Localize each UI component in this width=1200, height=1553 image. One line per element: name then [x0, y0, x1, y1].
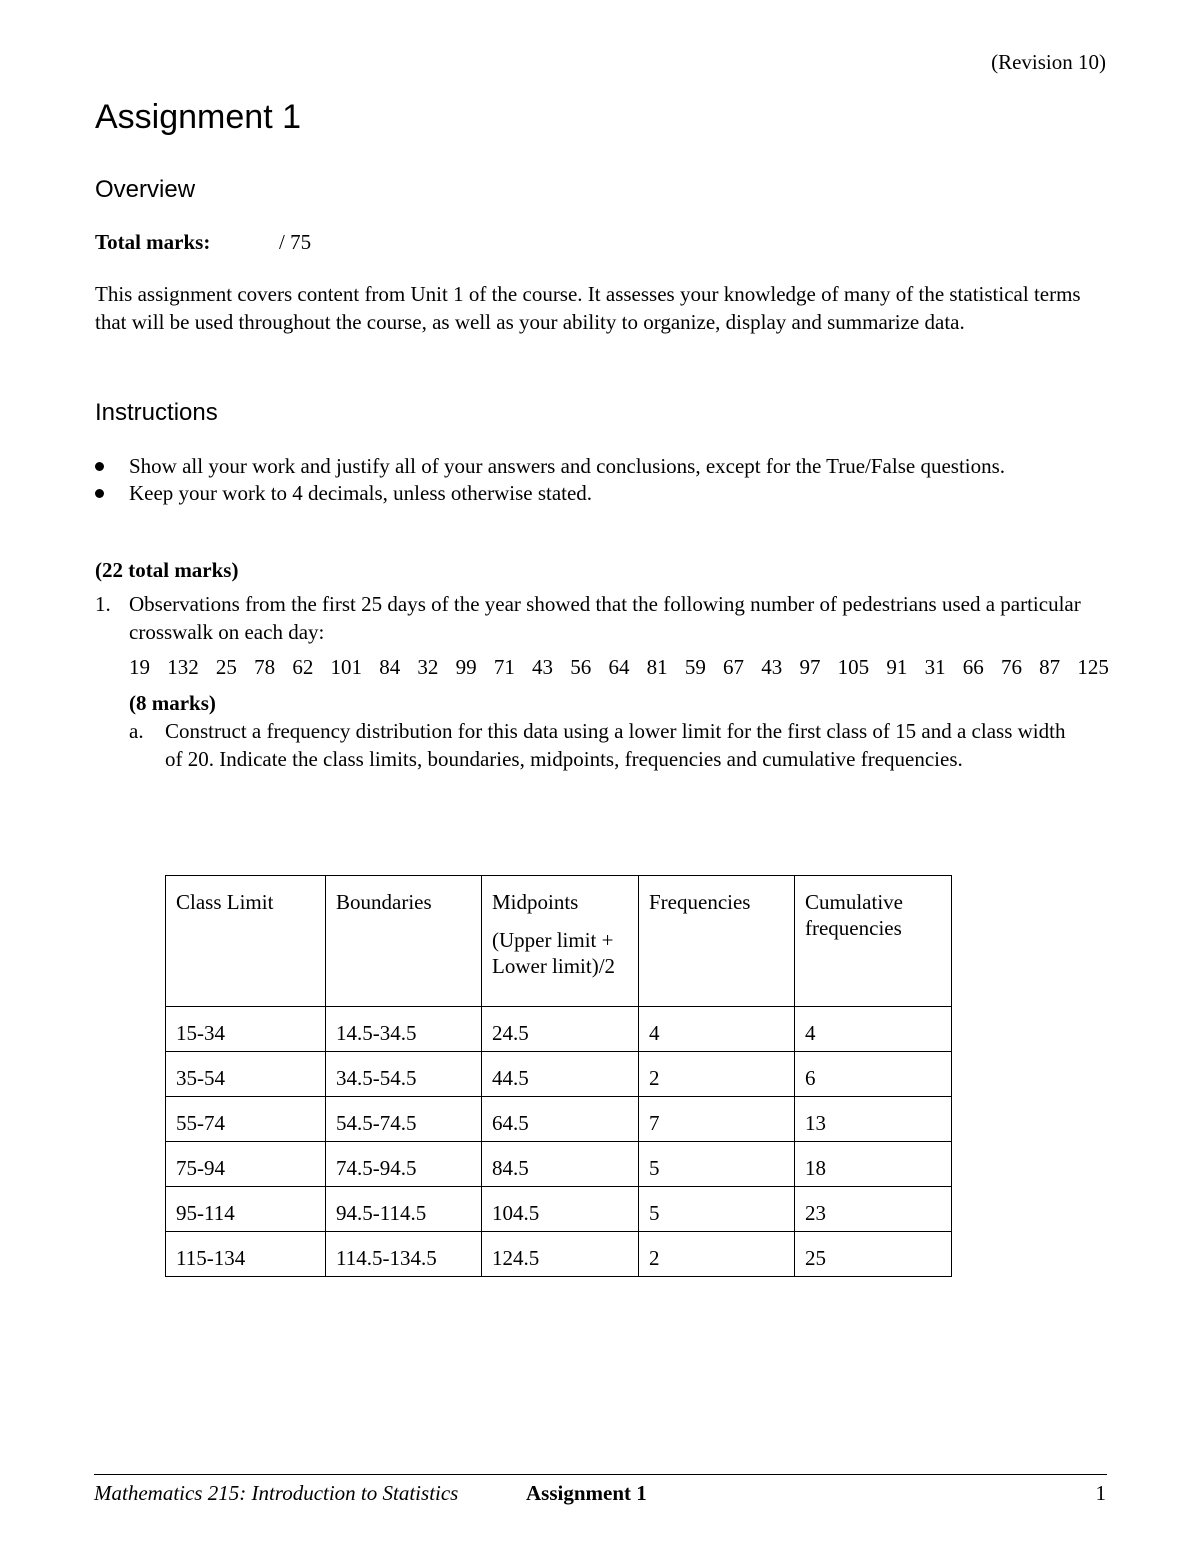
question-1 [95, 590, 1115, 646]
data-value: 125 [1077, 655, 1109, 679]
frequency-table [165, 875, 952, 1277]
table-cell: 4 [795, 1007, 952, 1052]
instructions-heading: Instructions [95, 399, 218, 426]
data-value: 87 [1039, 655, 1061, 679]
table-cell: 75-94 [166, 1142, 326, 1187]
table-cell: 124.5 [482, 1232, 639, 1277]
instruction-text: Keep your work to 4 decimals, unless otherwise stated. [129, 481, 593, 505]
data-value: 132 [167, 655, 199, 679]
table-cell: 95-114 [166, 1187, 326, 1232]
table-cell: 104.5 [482, 1187, 639, 1232]
header-frequencies: Frequencies [639, 876, 795, 1007]
footer-doc-title: Assignment 1 [526, 1481, 647, 1505]
table-row [166, 1187, 952, 1232]
overview-heading: Overview [95, 176, 196, 203]
data-value: 101 [330, 655, 363, 679]
revision-label: (Revision 10) [991, 50, 1106, 74]
table-cell: 35-54 [166, 1052, 326, 1097]
table-cell: 7 [639, 1097, 795, 1142]
table-cell: 14.5-34.5 [326, 1007, 482, 1052]
list-item [95, 453, 1095, 480]
midpoints-label: Midpoints [492, 890, 579, 914]
data-value: 64 [608, 655, 630, 679]
table-cell: 55-74 [166, 1097, 326, 1142]
part-label: a. [129, 719, 144, 743]
data-value: 84 [379, 655, 401, 679]
table-row [166, 1142, 952, 1187]
data-value: 19 [129, 655, 150, 679]
table-row [166, 1052, 952, 1097]
page-number: 1 [1095, 1481, 1106, 1505]
data-value: 91 [886, 655, 908, 679]
table-cell: 64.5 [482, 1097, 639, 1142]
total-marks-value: / 75 [279, 230, 312, 254]
table-cell: 54.5-74.5 [326, 1097, 482, 1142]
instructions-list [95, 453, 1095, 507]
total-marks-label: Total marks: [95, 230, 211, 254]
table-header-row [166, 876, 952, 1007]
footer-course: Mathematics 215: Introduction to Statistics [94, 1481, 459, 1505]
header-boundaries: Boundaries [326, 876, 482, 1007]
data-value: 25 [215, 655, 237, 679]
instruction-text: Show all your work and justify all of your answers and conclusions, except for the True/False questions. [129, 454, 1006, 478]
header-class-limit: Class Limit [166, 876, 326, 1007]
header-cumulative: Cumulative frequencies [795, 876, 952, 1007]
table-row [166, 1097, 952, 1142]
table-cell: 94.5-114.5 [326, 1187, 482, 1232]
table-cell: 4 [639, 1007, 795, 1052]
question-number: 1. [95, 592, 111, 616]
data-value: 62 [292, 655, 314, 679]
list-item [95, 480, 1095, 507]
table-cell: 84.5 [482, 1142, 639, 1187]
table-row [166, 1232, 952, 1277]
question-1a [129, 718, 1079, 773]
data-value: 43 [761, 655, 783, 679]
total-marks [95, 230, 312, 255]
table-cell: 23 [795, 1187, 952, 1232]
table-cell: 24.5 [482, 1007, 639, 1052]
table-cell: 34.5-54.5 [326, 1052, 482, 1097]
table-cell: 6 [795, 1052, 952, 1097]
table-cell: 44.5 [482, 1052, 639, 1097]
table-row [166, 1007, 952, 1052]
bullet-icon [95, 462, 104, 471]
table-cell: 18 [795, 1142, 952, 1187]
table-cell: 74.5-94.5 [326, 1142, 482, 1187]
table-cell: 5 [639, 1187, 795, 1232]
midpoints-formula: (Upper limit + Lower limit)/2 [492, 928, 616, 978]
data-value: 31 [924, 655, 946, 679]
observation-data [129, 655, 1109, 680]
header-midpoints [482, 876, 639, 1007]
data-value: 97 [799, 655, 821, 679]
page-title: Assignment 1 [95, 98, 301, 136]
data-value: 59 [684, 655, 706, 679]
part-text: Construct a frequency distribution for this data using a lower limit for the first class of 15 and a class width of 20. Indicate the class limits, boundaries, midpoints, frequencies and cumulative frequencies. [165, 719, 1066, 771]
table-cell: 114.5-134.5 [326, 1232, 482, 1277]
question-text: Observations from the first 25 days of the year showed that the following number of pedestrians used a particular crosswalk on each day: [129, 592, 1081, 644]
table-cell: 15-34 [166, 1007, 326, 1052]
data-value: 81 [646, 655, 668, 679]
bullet-icon [95, 489, 104, 498]
table-cell: 115-134 [166, 1232, 326, 1277]
table-cell: 13 [795, 1097, 952, 1142]
data-value: 43 [532, 655, 554, 679]
table-cell: 2 [639, 1052, 795, 1097]
question-total-marks: (22 total marks) [95, 558, 239, 582]
data-value: 78 [254, 655, 276, 679]
data-value: 76 [1000, 655, 1022, 679]
overview-description: This assignment covers content from Unit 1 of the course. It assesses your knowledge of many of the statistical terms that will be used throughout the course, as well as your ability to organize, display and summarize data. [95, 282, 1081, 334]
data-value: 66 [962, 655, 984, 679]
data-value: 67 [723, 655, 745, 679]
part-a-marks: (8 marks) [129, 691, 216, 715]
table-cell: 5 [639, 1142, 795, 1187]
footer-divider [94, 1474, 1107, 1475]
data-value: 99 [455, 655, 477, 679]
table-cell: 25 [795, 1232, 952, 1277]
data-value: 105 [837, 655, 870, 679]
data-value: 71 [493, 655, 515, 679]
data-value: 56 [570, 655, 592, 679]
table-cell: 2 [639, 1232, 795, 1277]
data-value: 32 [417, 655, 439, 679]
